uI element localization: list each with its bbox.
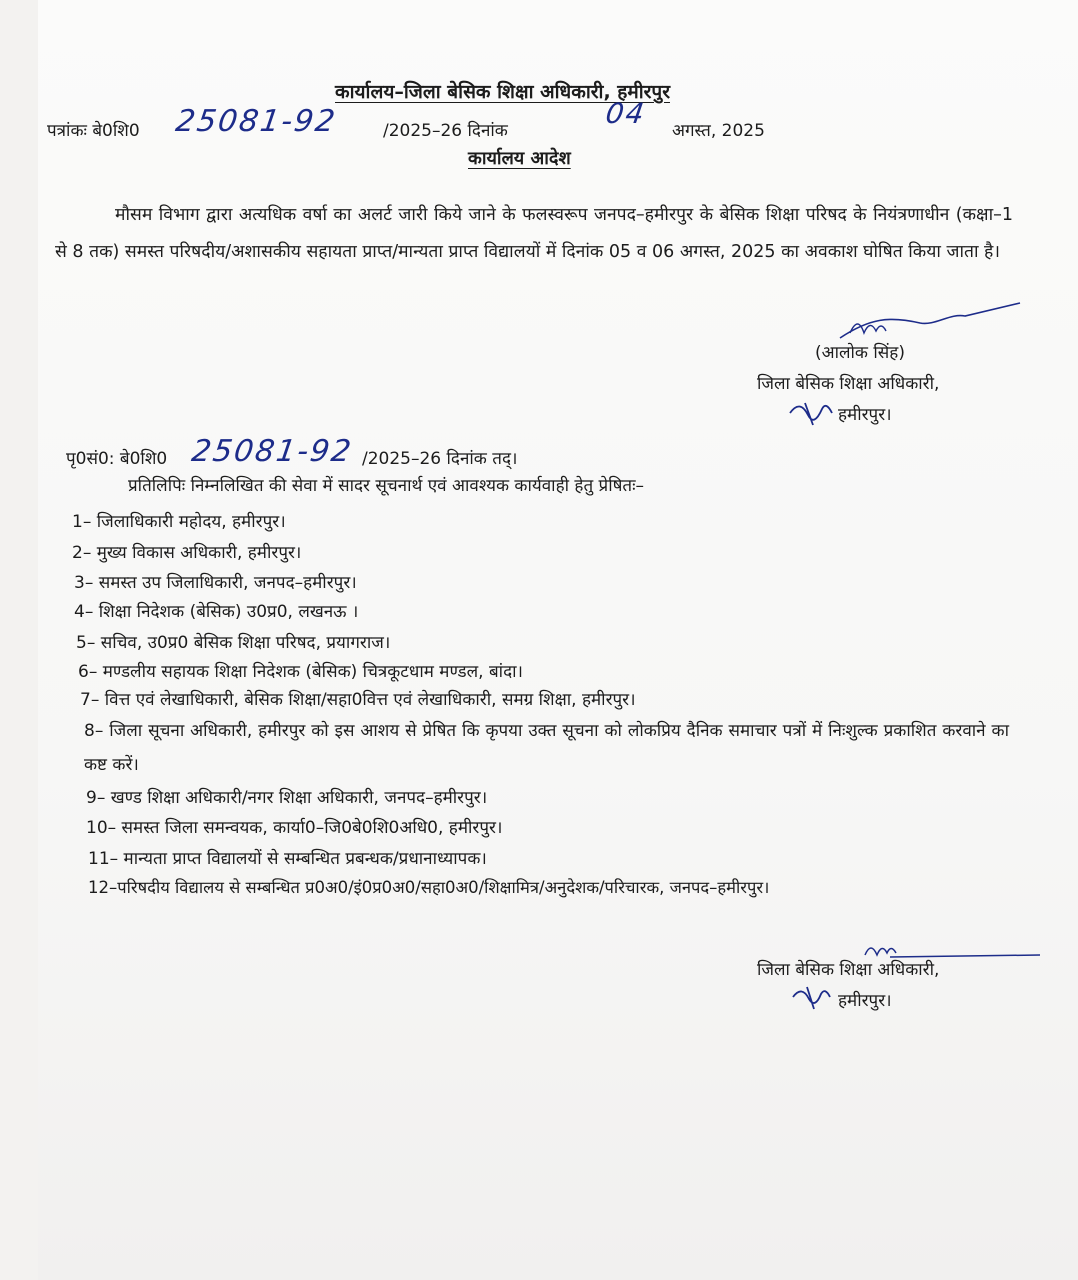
endorsement-ref-label: पृ0सं0: बे0शि0 <box>66 449 168 469</box>
endorsement-intro: प्रतिलिपिः निम्नलिखित की सेवा में सादर सूचनार्थ एवं आवश्यक कार्यवाही हेतु प्रेषितः– <box>128 476 645 496</box>
list-item: 9– खण्ड शिक्षा अधिकारी/नगर शिक्षा अधिकारी, जनपद–हमीरपुर। <box>86 788 488 808</box>
order-paragraph: मौसम विभाग द्वारा अत्यधिक वर्षा का अलर्ट जारी किये जाने के फलस्वरूप जनपद–हमीरपुर के बेसिक शिक्षा परिषद के नियंत्रणाधीन (कक्षा–1 से 8 तक) समस्त परिषदीय/अशासकीय सहायता प्राप्त/मान्यता प्राप्त विद्यालयों में दिनांक 05 व 06 अगस्त, 2025 का अवकाश घोषित किया जाता है। <box>55 205 1013 262</box>
list-item: 6– मण्डलीय सहायक शिक्षा निदेशक (बेसिक) चित्रकूटधाम मण्डल, बांदा। <box>78 662 523 682</box>
letter-date-month: अगस्त, 2025 <box>672 121 765 141</box>
signatory-place-2: हमीरपुर। <box>838 991 892 1011</box>
letter-number-label: पत्रांकः बे0शि0 <box>47 121 140 141</box>
list-item: 11– मान्यता प्राप्त विद्यालयों से सम्बन्धित प्रबन्धक/प्रधानाध्यापक। <box>88 849 487 869</box>
list-item: 7– वित्त एवं लेखाधिकारी, बेसिक शिक्षा/सहा0वित्त एवं लेखाधिकारी, समग्र शिक्षा, हमीरपुर। <box>80 690 636 710</box>
signatory-place-1: हमीरपुर। <box>838 405 892 425</box>
initials-mark-1 <box>785 395 845 430</box>
list-item: 10– समस्त जिला समन्वयक, कार्या0–जि0बे0शि0अधि0, हमीरपुर। <box>86 818 503 838</box>
letter-session: /2025–26 दिनांक <box>383 121 508 141</box>
list-item: 8– जिला सूचना अधिकारी, हमीरपुर को इस आशय से प्रेषित कि कृपया उक्त सूचना को लोकप्रिय दैनिक समाचार पत्रों में निःशुल्क प्रकाशित करवाने का कष्ट करें। <box>84 721 1009 775</box>
letter-number-handwritten: 25081-92 <box>173 104 339 139</box>
order-title: कार्यालय आदेश <box>468 148 571 169</box>
list-item: 4– शिक्षा निदेशक (बेसिक) उ0प्र0, लखनऊ । <box>74 602 359 622</box>
list-item: 12–परिषदीय विद्यालय से सम्बन्धित प्र0अ0/इं0प्र0अ0/सहा0अ0/शिक्षामित्र/अनुदेशक/परिचारक, जनपद–हमीरपुर। <box>88 878 770 897</box>
office-title: कार्यालय–जिला बेसिक शिक्षा अधिकारी, हमीरपुर <box>335 81 670 103</box>
list-item: 5– सचिव, उ0प्र0 बेसिक शिक्षा परिषद, प्रयागराज। <box>76 633 391 653</box>
date-day-handwritten: 04 <box>603 97 648 130</box>
signatory-name: (आलोक सिंह) <box>815 343 905 363</box>
endorsement-number-handwritten: 25081-92 <box>189 434 355 469</box>
list-item: 3– समस्त उप जिलाधिकारी, जनपद–हमीरपुर। <box>74 573 357 593</box>
endorsement-ref-rest: /2025–26 दिनांक तद्। <box>362 449 518 469</box>
list-item: 2– मुख्य विकास अधिकारी, हमीरपुर। <box>72 543 302 563</box>
signatory-designation-2: जिला बेसिक शिक्षा अधिकारी, <box>757 960 940 980</box>
initials-mark-2 <box>790 982 840 1012</box>
signatory-designation-1: जिला बेसिक शिक्षा अधिकारी, <box>757 374 940 394</box>
list-item: 1– जिलाधिकारी महोदय, हमीरपुर। <box>72 512 286 532</box>
